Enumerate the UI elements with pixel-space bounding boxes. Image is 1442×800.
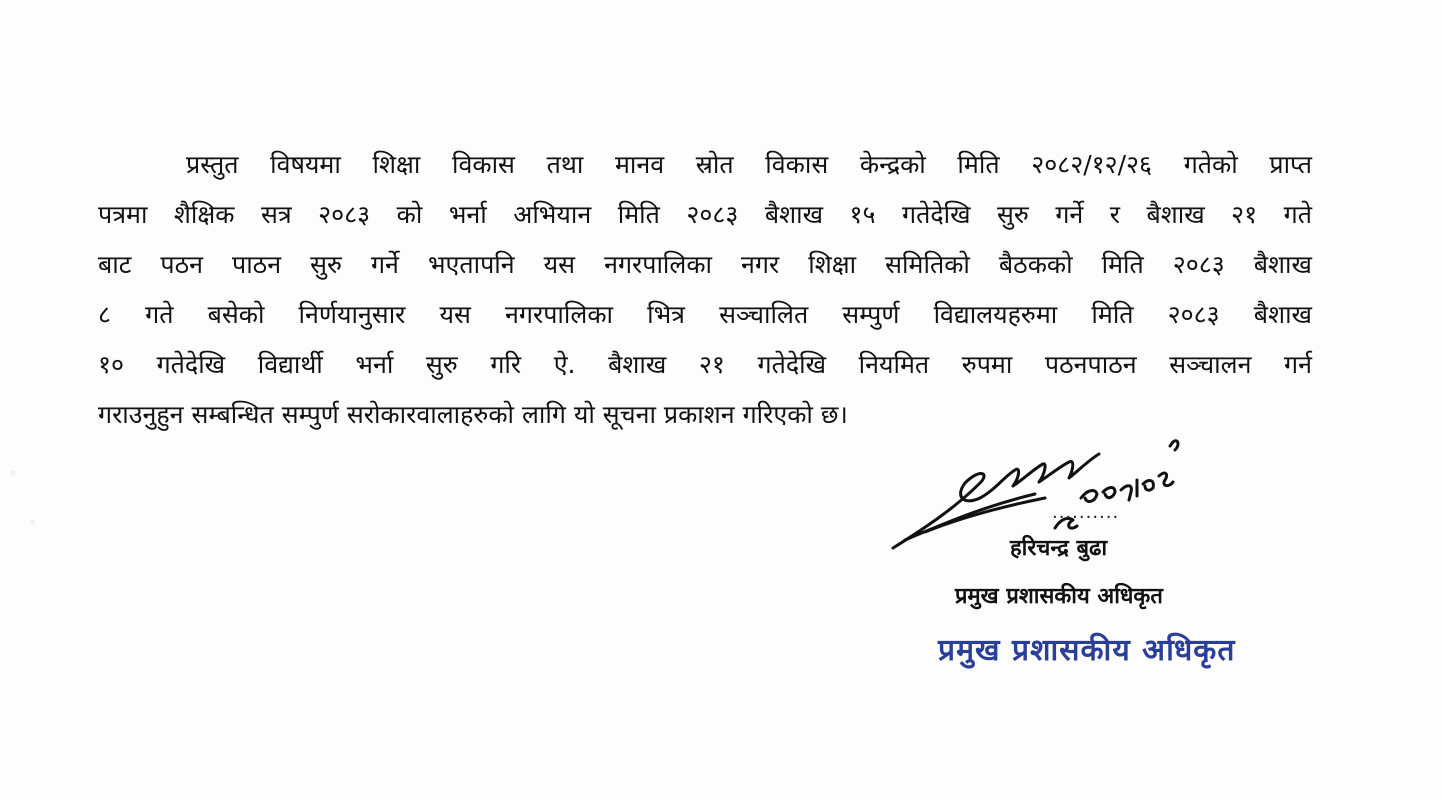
official-stamp: प्रमुख प्रशासकीय अधिकृत [938,633,1236,668]
notice-line-4: ८ गते बसेको निर्णयानुसार यस नगरपालिका भित्र सञ्चालित सम्पुर्ण विद्यालयहरुमा मिति २०८३ बैशाख [98,300,1312,329]
signer-name: हरिचन्द्र बुढा [1010,536,1108,561]
notice-line-2: पत्रमा शैक्षिक सत्र २०८३ को भर्ना अभियान मिति २०८३ बैशाख १५ गतेदेखि सुरु गर्ने र बैशाख २१ गते [98,200,1312,229]
notice-line-3: बाट पठन पाठन सुरु गर्ने भएतापनि यस नगरपालिका नगर शिक्षा समितिको बैठकको मिति २०८३ बैशाख [98,250,1312,279]
notice-line-1: प्रस्तुत विषयमा शिक्षा विकास तथा मानव स्रोत विकास केन्द्रको मिति २०८२/१२/२६ गतेको प्राप्त [186,150,1312,179]
notice-line-6: गराउनुहुन सम्बन्धित सम्पुर्ण सरोकारवालाहरुको लागि यो सूचना प्रकाशन गरिएको छ। [98,400,848,429]
notice-body [98,140,1312,440]
scan-speck [30,520,35,525]
notice-line-5: १० गतेदेखि विद्यार्थी भर्ना सुरु गरि ऐ. बैशाख २१ गतेदेखि नियमित रुपमा पठनपाठन सञ्चालन गर्न [98,350,1312,379]
scan-speck [10,470,16,476]
signature-dotted-line: .......... [1052,502,1120,523]
signer-title: प्रमुख प्रशासकीय अधिकृत [955,584,1163,609]
